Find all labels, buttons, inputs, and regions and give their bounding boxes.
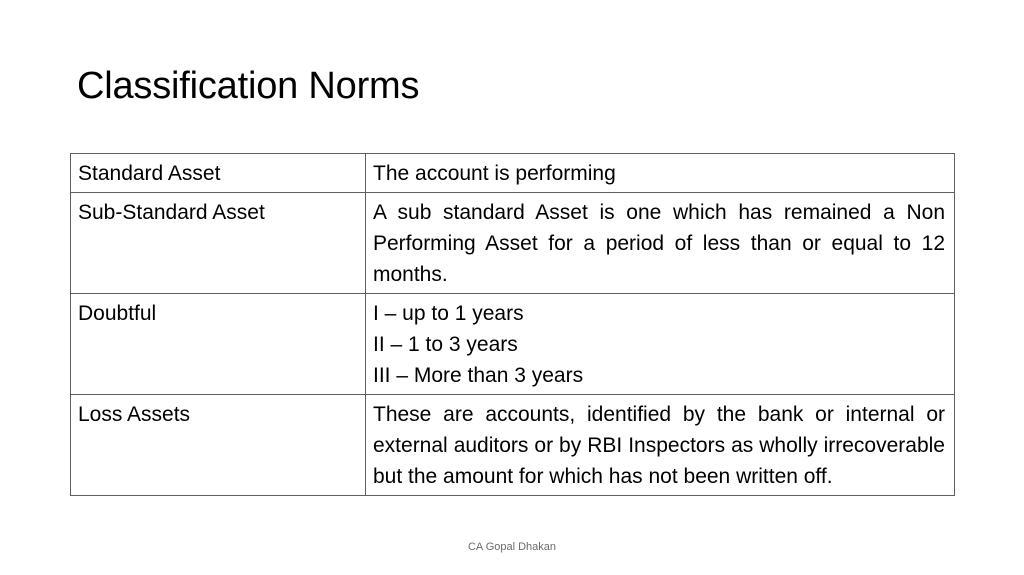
description-cell [366, 294, 955, 395]
footer-author: CA Gopal Dhakan [467, 541, 557, 553]
category-cell: Sub-Standard Asset [71, 193, 366, 294]
classification-table [70, 153, 955, 496]
table-row-standard-asset [71, 154, 955, 193]
category-cell: Loss Assets [71, 395, 366, 496]
category-cell: Doubtful [71, 294, 366, 395]
table-row-sub-standard-asset [71, 193, 955, 294]
description-cell: A sub standard Asset is one which has remained a Non Performing Asset for a period of less than or equal to 12 months. [366, 193, 955, 294]
description-cell: The account is performing [366, 154, 955, 193]
slide-title: Classification Norms [77, 65, 420, 107]
table-row-doubtful [71, 294, 955, 395]
description-cell: These are accounts, identified by the bank or internal or external auditors or by RBI Inspectors as wholly irrecoverable but the amount for which has not been written off. [366, 395, 955, 496]
doubtful-line: I – up to 1 years [373, 302, 524, 325]
category-cell: Standard Asset [71, 154, 366, 193]
table-row-loss-assets [71, 395, 955, 496]
doubtful-line: II – 1 to 3 years [373, 333, 518, 356]
doubtful-line: III – More than 3 years [373, 364, 584, 387]
